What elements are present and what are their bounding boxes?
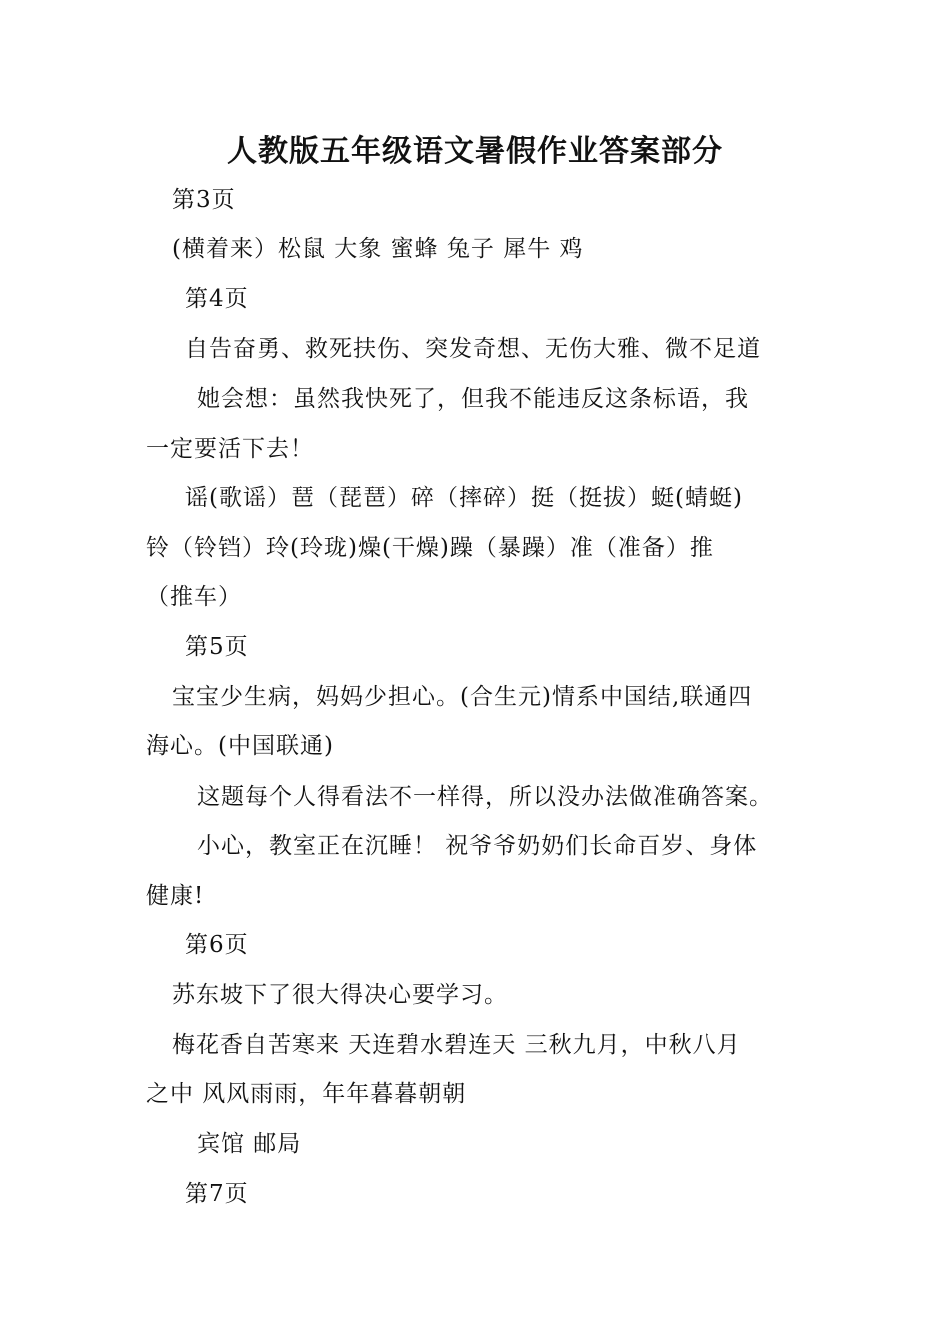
text-line: 梅花香自苦寒来 天连碧水碧连天 三秋九月，中秋八月: [172, 1032, 741, 1058]
page-heading-6: 第6页: [185, 932, 249, 958]
text-line: 宝宝少生病，妈妈少担心。(合生元)情系中国结,联通四: [172, 684, 753, 710]
page-heading-4: 第4页: [185, 286, 249, 312]
text-line: 自告奋勇、救死扶伤、突发奇想、无伤大雅、微不足道: [185, 336, 761, 362]
text-line: （推车）: [146, 584, 242, 610]
page-heading-7: 第7页: [185, 1181, 249, 1207]
text-line: 铃（铃铛）玲(玲珑)燥(干燥)躁（暴躁）准（准备）推: [146, 535, 714, 561]
text-line: 一定要活下去！: [146, 436, 314, 462]
text-line: (横着来）松鼠 大象 蜜蜂 兔子 犀牛 鸡: [172, 236, 584, 262]
page-heading-3: 第3页: [172, 187, 236, 213]
document-title: 人教版五年级语文暑假作业答案部分: [227, 134, 723, 169]
page-heading-5: 第5页: [185, 634, 249, 660]
text-line: 宾馆 邮局: [197, 1131, 302, 1157]
text-line: 健康!: [146, 883, 205, 909]
text-line: 苏东坡下了很大得决心要学习。: [172, 982, 508, 1008]
text-line: 谣(歌谣）琶（琵琶）碎（摔碎）挺（挺拔）蜓(蜻蜓): [185, 485, 743, 511]
text-line: 海心。(中国联通): [146, 733, 334, 759]
text-line: 这题每个人得看法不一样得，所以没办法做准确答案。: [197, 784, 773, 810]
text-line: 小心，教室正在沉睡！ 祝爷爷奶奶们长命百岁、身体: [197, 833, 758, 859]
text-line: 她会想：虽然我快死了，但我不能违反这条标语，我: [197, 386, 749, 412]
text-line: 之中 风风雨雨，年年暮暮朝朝: [146, 1081, 467, 1107]
